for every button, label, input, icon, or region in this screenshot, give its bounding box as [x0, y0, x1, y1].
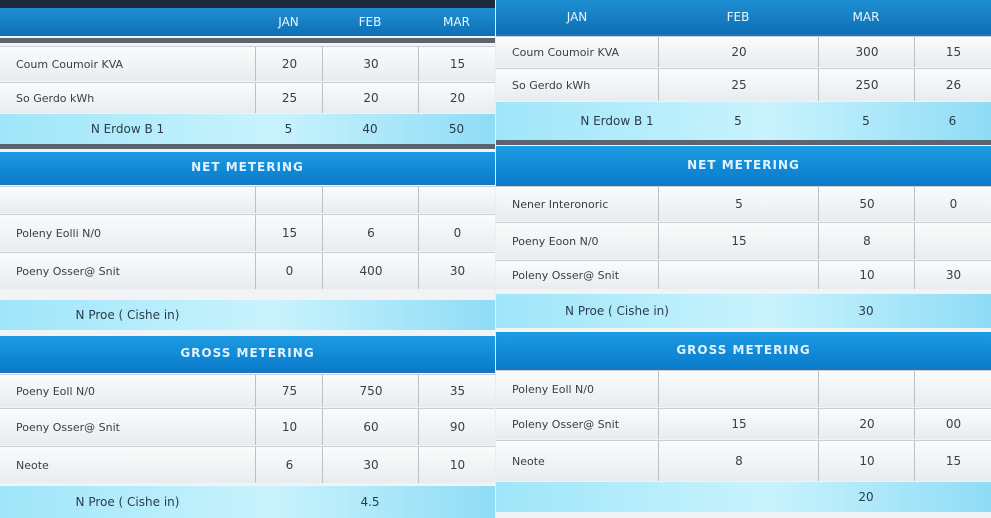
table-row	[496, 260, 991, 289]
total-row	[496, 482, 991, 512]
column-header: FEB	[726, 10, 750, 24]
table-cell-value: 15	[255, 215, 323, 251]
table-cell-value: 75	[255, 375, 323, 407]
table-cell-value: 250	[818, 69, 915, 101]
total-value	[255, 300, 322, 330]
total-value	[418, 300, 495, 330]
table-row	[496, 440, 991, 481]
total-value: 5	[862, 114, 870, 128]
row-label: Poeny Eoll N/0	[16, 384, 95, 398]
table-cell-value	[658, 261, 819, 289]
total-value: 50	[448, 122, 465, 136]
table-cell-value: 15	[914, 441, 991, 481]
table-cell-value: 35	[418, 375, 495, 407]
row-label: So Gerdo kWh	[16, 91, 95, 105]
row-label: Nener Interonoric	[512, 197, 609, 211]
table-cell-value: 8	[818, 223, 915, 259]
row-label: Neote	[512, 454, 545, 468]
table-cell-value: 20	[322, 83, 419, 113]
total-value: 5	[734, 114, 742, 128]
table-cell-value: 25	[255, 83, 323, 113]
table-cell-value: 10	[255, 409, 323, 445]
total-value: 40	[362, 122, 378, 136]
row-label: Poeny Osser@ Snit	[16, 420, 120, 434]
table-row	[496, 408, 991, 439]
table-cell-value	[658, 371, 819, 407]
total-label: N Proe ( Cishe in)	[565, 304, 669, 318]
row-label	[0, 187, 271, 213]
table-cell-value: 90	[418, 409, 495, 445]
header-divider	[0, 38, 495, 43]
table-cell-value: 50	[818, 187, 915, 221]
table-cell-value: 15	[658, 223, 819, 259]
table-row	[496, 68, 991, 101]
row-label: Poleny Osser@ Snit	[512, 417, 620, 431]
table-row	[496, 36, 991, 67]
total-value	[658, 482, 818, 512]
table-cell-value: 30	[914, 261, 991, 289]
column-header: MAR	[443, 15, 470, 29]
table-row	[0, 374, 495, 407]
table-cell-value: 26	[914, 69, 991, 101]
table-row	[0, 252, 495, 289]
total-row	[496, 102, 991, 140]
total-label: N Proe ( Cishe in)	[75, 308, 180, 322]
section-heading-label: NET METERING	[191, 160, 304, 174]
table-cell-value: 15	[658, 409, 819, 439]
table-row	[496, 222, 991, 259]
table-cell-value: 5	[658, 187, 819, 221]
row-label: Poeny Eoon N/0	[512, 234, 599, 248]
table-cell-value: 20	[255, 47, 323, 81]
section-divider	[496, 140, 991, 145]
section-heading	[496, 332, 991, 368]
table-cell-value	[914, 223, 991, 259]
total-value	[914, 482, 991, 512]
table-cell-value: 30	[418, 253, 495, 289]
section-underline	[0, 370, 495, 373]
table-cell-value: 60	[322, 409, 419, 445]
total-value: 4.5	[360, 495, 380, 509]
row-label: Poleny Eolli N/0	[16, 226, 102, 240]
right-billing-table	[496, 0, 991, 518]
table-cell-value: 750	[322, 375, 419, 407]
total-value	[914, 294, 991, 328]
table-cell-value: 0	[418, 215, 495, 251]
row-label: Neote	[16, 458, 49, 472]
table-header-row	[0, 8, 495, 36]
table-cell-value	[322, 187, 419, 213]
table-cell-value: 15	[418, 47, 495, 81]
table-cell-value: 400	[322, 253, 419, 289]
table-cell-value	[818, 371, 915, 407]
total-value	[255, 486, 322, 518]
table-cell-value: 20	[658, 37, 819, 67]
table-row	[0, 82, 495, 113]
section-heading	[0, 152, 495, 182]
column-header: JAN	[278, 15, 299, 29]
total-value: 30	[858, 304, 874, 318]
table-row	[0, 46, 495, 81]
total-value: 20	[858, 490, 874, 504]
section-underline	[0, 182, 495, 185]
table-row	[0, 446, 495, 483]
row-label: Poeny Osser@ Snit	[16, 264, 120, 278]
table-cell-value: 20	[418, 83, 495, 113]
table-cell-value: 8	[658, 441, 819, 481]
total-label: N Erdow B 1	[580, 114, 654, 128]
row-label: Coum Coumoir KVA	[512, 45, 620, 59]
column-header: MAR	[852, 10, 880, 24]
table-cell-value: 6	[322, 215, 419, 251]
total-label: N Proe ( Cishe in)	[75, 495, 180, 509]
section-heading	[496, 146, 991, 184]
total-label: N Erdow B 1	[90, 122, 165, 136]
section-divider	[0, 144, 495, 149]
total-value: 6	[948, 114, 957, 128]
total-row	[0, 114, 495, 144]
table-header-row	[496, 0, 991, 34]
total-value	[418, 486, 495, 518]
section-heading-label: GROSS METERING	[180, 346, 315, 360]
table-cell-value: 10	[818, 261, 915, 289]
column-header: JAN	[566, 10, 588, 24]
row-label: Poleny Eoll N/0	[512, 382, 594, 396]
total-value	[322, 300, 418, 330]
table-cell-value: 10	[818, 441, 915, 481]
table-cell-value: 30	[322, 447, 419, 483]
table-cell-value	[914, 371, 991, 407]
column-header: FEB	[358, 15, 382, 29]
header-top-strip	[0, 0, 495, 8]
section-heading	[0, 336, 495, 370]
left-billing-table	[0, 0, 495, 518]
section-heading-label: NET METERING	[687, 158, 800, 172]
row-label: Coum Coumoir KVA	[16, 57, 124, 71]
table-cell-value: 15	[914, 37, 991, 67]
total-row	[0, 486, 495, 518]
total-row	[496, 294, 991, 328]
table-cell-value: 25	[658, 69, 819, 101]
row-label: Poleny Osser@ Snit	[512, 268, 620, 282]
table-row	[0, 186, 495, 213]
table-row	[496, 186, 991, 221]
table-cell-value: 00	[914, 409, 991, 439]
table-cell-value	[418, 187, 495, 213]
table-row	[0, 214, 495, 251]
total-value: 5	[284, 122, 293, 136]
table-cell-value: 6	[255, 447, 323, 483]
table-row	[496, 370, 991, 407]
total-row	[0, 300, 495, 330]
table-cell-value	[255, 187, 323, 213]
section-heading-label: GROSS METERING	[676, 343, 811, 357]
table-cell-value: 0	[255, 253, 323, 289]
table-cell-value: 300	[818, 37, 915, 67]
table-cell-value: 20	[818, 409, 915, 439]
row-label: So Gerdo kWh	[512, 78, 591, 92]
table-cell-value: 30	[322, 47, 419, 81]
table-row	[0, 408, 495, 445]
total-value	[658, 294, 818, 328]
table-cell-value: 0	[914, 187, 991, 221]
table-cell-value: 10	[418, 447, 495, 483]
